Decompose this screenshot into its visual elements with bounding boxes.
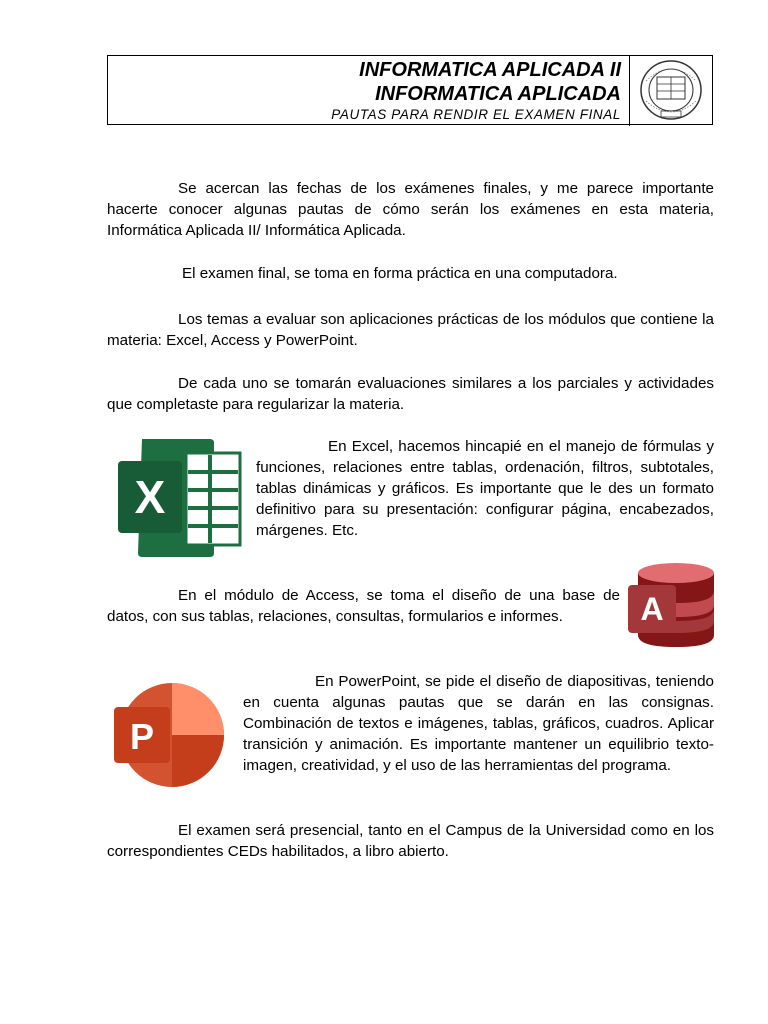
excel-letter: X <box>134 471 166 523</box>
header-title-2: INFORMATICA APLICADA <box>375 83 621 105</box>
paragraph-access-text: En el módulo de Access, se toma el diseño de una base de datos, con sus tablas, relaciones, consultas, formularios e informes. <box>107 587 620 625</box>
access-letter: A <box>640 591 664 627</box>
ppt-letter: P <box>129 716 155 757</box>
header-divider <box>629 56 630 126</box>
paragraph-powerpoint <box>243 671 714 776</box>
paragraph-evaluations-text: De cada uno se tomarán evaluaciones similares a los parciales y actividades que completaste para regularizar la materia. <box>107 375 714 413</box>
document-header <box>107 55 713 125</box>
header-subtitle: PAUTAS PARA RENDIR EL EXAMEN FINAL <box>331 107 621 122</box>
paragraph-excel <box>256 436 714 541</box>
paragraph-excel-text: En Excel, hacemos hincapié en el manejo de fórmulas y funciones, relaciones entre tablas, ordenación, filtros, subtotales, tablas dinámicas y gráficos. Es importante que le des un formato definitivo para su presentación: configurar página, encabezados, márgenes. Etc. <box>256 438 714 539</box>
header-title-1: INFORMATICA APLICADA II <box>359 59 621 81</box>
paragraph-topics-text: Los temas a evaluar son aplicaciones prácticas de los módulos que contiene la materia: Excel, Access y PowerPoint. <box>107 311 714 349</box>
paragraph-evaluations <box>107 373 714 415</box>
excel-icon <box>118 439 242 557</box>
paragraph-final-text: El examen será presencial, tanto en el Campus de la Universidad como en los correspondientes CEDs habilitados, a libro abierto. <box>107 822 714 860</box>
powerpoint-icon <box>112 683 226 787</box>
paragraph-exam-practice <box>107 263 714 284</box>
header-text <box>108 58 621 124</box>
paragraph-access <box>107 585 620 627</box>
paragraph-topics <box>107 309 714 351</box>
paragraph-intro-text: Se acercan las fechas de los exámenes finales, y me parece importante hacerte conocer algunas pautas de cómo serán los exámenes en esta materia, Informática Aplicada II/ Informática Aplicada. <box>107 180 714 239</box>
paragraph-intro <box>107 178 714 241</box>
access-icon <box>628 561 718 649</box>
paragraph-final <box>107 820 714 862</box>
university-seal-icon <box>638 59 704 121</box>
paragraph-exam-practice-text: El examen final, se toma en forma práctica en una computadora. <box>182 265 618 282</box>
paragraph-powerpoint-text: En PowerPoint, se pide el diseño de diapositivas, teniendo en cuenta algunas pautas que se darán en las consignas. Combinación de textos e imágenes, tablas, gráficos, cuadros. Aplicar transición y animación. Es importante mantener un equilibrio texto-imagen, creatividad, y el uso de las herramientas del programa. <box>243 673 714 774</box>
